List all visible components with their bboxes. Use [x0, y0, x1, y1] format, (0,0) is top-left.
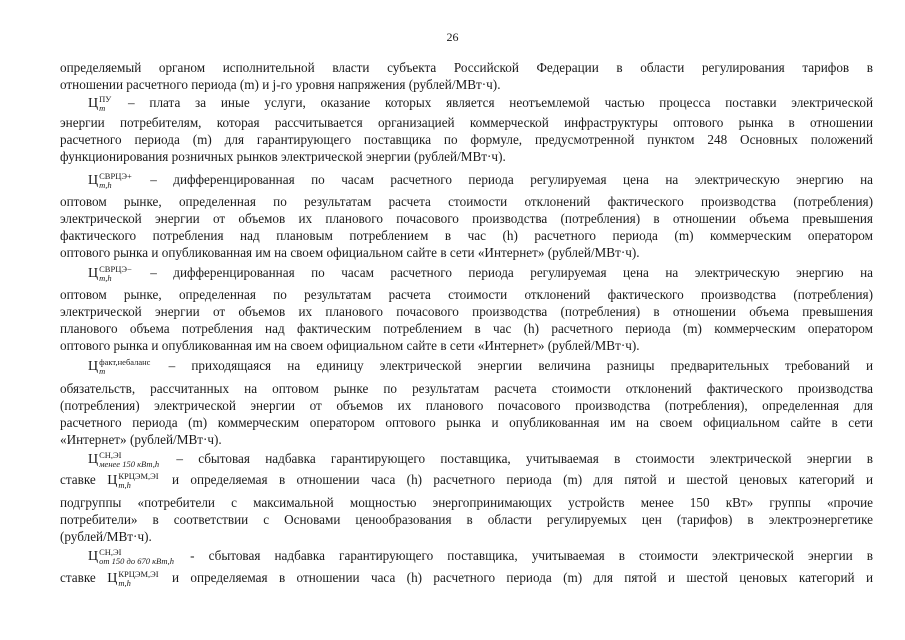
- text-line: - сбытовая надбавка гарантирующего поставщика, учитываемая в стоимости электрической энергии в: [190, 548, 874, 564]
- text-line: фактического потребления над плановым потреблением в час (h) расчетного периода (m) коммерческим оператором: [60, 228, 873, 243]
- text-line: оптовом рынке, определенная по результатам расчета стоимости отклонений фактического производства (потребления): [60, 194, 873, 209]
- text-line: – дифференцированная по часам расчетного периода регулируемая цена на электрическую энергию на: [150, 265, 873, 281]
- symbol-krtsem: Ц КРЦЭМ,ЭI m,h: [107, 569, 159, 588]
- text-line: – дифференцированная по часам расчетного периода регулируемая цена на электрическую энергию на: [150, 172, 873, 188]
- symbol-krtsem: Ц КРЦЭМ,ЭI m,h: [107, 471, 159, 490]
- text-line: – приходящаяся на единицу электрической энергии величина разницы предварительных требований и: [168, 358, 874, 374]
- text-line: – плата за иные услуги, оказание которых является неотъемлемой частью процесса поставки электрической: [128, 95, 873, 111]
- text-line: электрической энергии от объемов их планового почасового производства (потребления) в отношении объема превышения: [60, 211, 873, 226]
- text-line: (рублей/МВт·ч).: [60, 529, 152, 544]
- symbol-fakt-nebalans: Ц факт,небаланс m: [88, 357, 151, 376]
- text-line: планового объема потребления над фактическим потреблением в час (h) расчетного периода (m) коммерческим оператором: [60, 321, 873, 336]
- definition-sn-150-670: [88, 548, 873, 566]
- definition-fakt-nebalans: [88, 358, 873, 376]
- text-line: функционирования розничных рынков электрической энергии (рублей/МВт·ч).: [60, 149, 506, 164]
- symbol-svrtse-plus: Ц СВРЦЭ+ m,h: [88, 171, 132, 190]
- text-line: оптовом рынке, определенная по результатам расчета стоимости отклонений фактического производства (потребления): [60, 287, 873, 302]
- stavke-line: [60, 472, 873, 490]
- text-line: энергии потребителям, которая рассчитывается организацией коммерческой инфраструктуры оптового рынка в отношении: [60, 115, 873, 130]
- text-line: «Интернет» (рублей/МВт·ч).: [60, 432, 222, 447]
- page-number: 26: [446, 30, 459, 44]
- definition-pu: [88, 95, 873, 113]
- text-line: расчетного периода (m) для гарантирующего поставщика по формуле, предусмотренной пунктом 248 Основных положений: [60, 132, 873, 147]
- stavke-line: [60, 570, 873, 588]
- text-line: и определяемая в отношении часа (h) расчетного периода (m) для пятой и шестой ценовых категорий и: [171, 472, 874, 488]
- text-line: отношении расчетного периода (m) и j-го уровня напряжения (рублей/МВт·ч).: [60, 77, 501, 92]
- text-line: подгруппы «потребители с максимальной мощностью энергопринимающих устройств менее 150 кВт» группы «прочие: [60, 495, 873, 510]
- text-line: потребители» в соответствии с Основами ценообразования в области регулируемых цен (тарифов) в электроэнергетике: [60, 512, 873, 527]
- definition-sn-less-150: [88, 451, 873, 469]
- text-line: и определяемая в отношении часа (h) расчетного периода (m) для пятой и шестой ценовых категорий и: [171, 570, 874, 586]
- text-line: электрической энергии от объемов их планового почасового производства (потребления) в отношении объема превышения: [60, 304, 873, 319]
- symbol-sn-less-150: Ц СН,ЭI менее 150 кВт,h: [88, 450, 160, 469]
- stavke-word: ставке: [60, 570, 96, 586]
- symbol-svrtse-minus: Ц СВРЦЭ− m,h: [88, 264, 132, 283]
- symbol-pu: Ц ПУ m: [88, 94, 112, 113]
- text-line: оптового рынка и опубликованная им на своем официальном сайте в сети «Интернет» (рублей/МВт·ч).: [60, 245, 640, 260]
- symbol-sn-150-670: Ц СН,ЭI от 150 до 670 кВт,h: [88, 547, 175, 566]
- text-line: расчетного периода (m) коммерческим оператором оптового рынка и опубликованная им на своем официальном сайте в сети: [60, 415, 873, 430]
- text-line: обязательств, рассчитанных на оптовом рынке по результатам расчета стоимости отклонений фактического производства: [60, 381, 873, 396]
- definition-svrtse-plus: [88, 172, 873, 190]
- definition-svrtse-minus: [88, 265, 873, 283]
- text-line: – сбытовая надбавка гарантирующего поставщика, учитываемая в стоимости электрической энергии в: [176, 451, 873, 467]
- text-line: (потребления) электрической энергии от объемов их планового почасового производства (потребления), определенная для: [60, 398, 873, 413]
- stavke-word: ставке: [60, 472, 96, 488]
- text-line: оптового рынка и опубликованная им на своем официальном сайте в сети «Интернет» (рублей/МВт·ч).: [60, 338, 640, 353]
- text-line: определяемый органом исполнительной власти субъекта Российской Федерации в области регулирования тарифов в: [60, 60, 873, 75]
